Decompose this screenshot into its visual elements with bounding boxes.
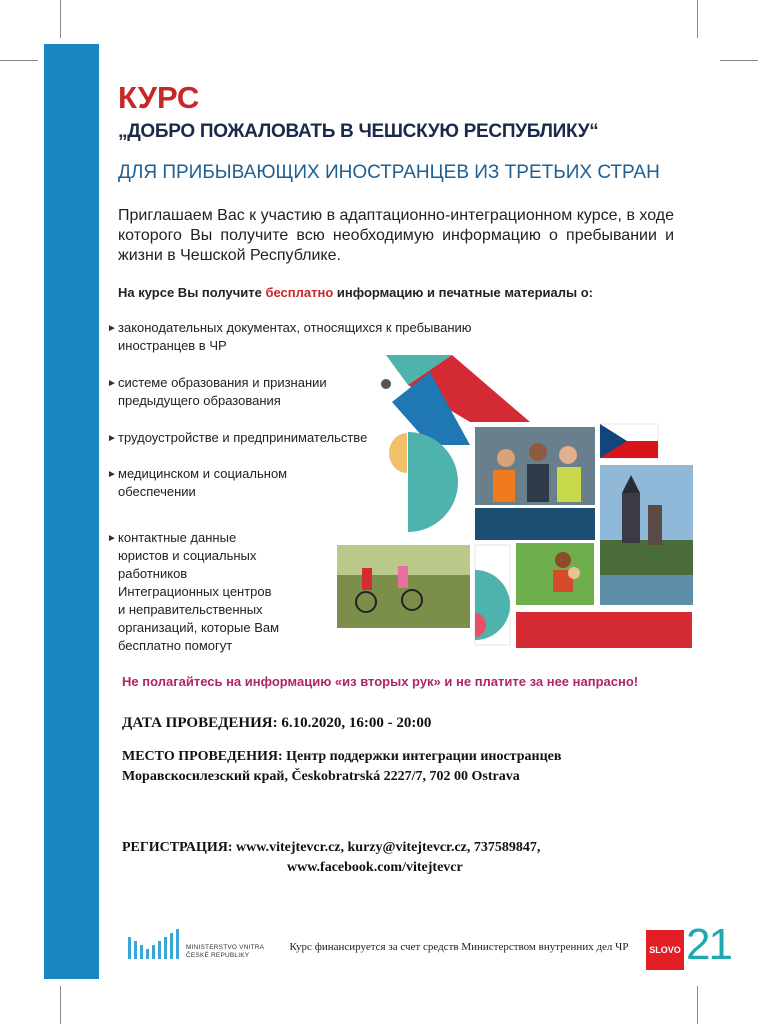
photo-detail: [568, 567, 580, 579]
ministry-line-2: ČESKÉ REPUBLIKY: [186, 952, 250, 959]
photo-detail: [648, 505, 662, 545]
warning-notice: Не полагайтесь на информацию «из вторых рук» и не платите за нее напрасно!: [122, 674, 639, 689]
lead-free-highlight: бесплатно: [265, 285, 334, 300]
lead-after: информацию и печатные материалы о:: [333, 285, 594, 300]
funding-note: Курс финансируется за счет средств Министерством внутренних дел ЧР: [289, 941, 629, 953]
photo-detail: [559, 446, 577, 464]
lead-before: На курсе Вы получите: [118, 285, 266, 300]
dark-dot-shape: [381, 379, 391, 389]
audience-subtitle: ДЛЯ ПРИБЫВАЮЩИХ ИНОСТРАНЦЕВ ИЗ ТРЕТЬИХ СТРАН: [118, 162, 660, 183]
photo-detail: [622, 493, 640, 543]
registration-info: [122, 838, 540, 878]
photo-detail: [529, 443, 547, 461]
topic-text: законодательных документах, относящихся к пребыванию иностранцев в ЧР: [118, 320, 472, 353]
slovo21-number: 21: [686, 920, 731, 969]
photo-detail: [493, 470, 515, 502]
topic-text: контактные данные юристов и социальных работников Интеграционных центров и неправительственных организаций, которые Вам бесплатно помогут: [118, 530, 280, 653]
slovo21-logo: SLOVO: [646, 930, 684, 970]
intro-paragraph: Приглашаем Вас к участию в адаптационно-интеграционном курсе, в ходе которого Вы получите всю необходимую информацию о пребывании и жизни в Чешской Республике.: [118, 207, 674, 264]
event-date: ДАТА ПРОВЕДЕНИЯ: 6.10.2020, 16:00 - 20:00: [122, 715, 432, 731]
event-place: [122, 747, 561, 787]
bullet-arrow-icon: ►: [107, 469, 117, 480]
photo-detail: [557, 467, 581, 502]
registration-line-2: www.facebook.com/vitejtevcr: [287, 860, 463, 875]
photo-detail: [527, 464, 549, 502]
topic-text: медицинском и социальном обеспечении: [118, 466, 288, 499]
teal-half-circle-shape: [408, 432, 458, 532]
ministry-logo-icon: [128, 927, 182, 965]
topic-text: трудоустройстве и предпринимательстве: [118, 430, 368, 445]
ministry-line-1: MINISTERSTVO VNITRA: [186, 944, 265, 951]
bullet-arrow-icon: ►: [107, 533, 117, 544]
bullet-arrow-icon: ►: [107, 378, 117, 389]
bullet-arrow-icon: ►: [107, 433, 117, 444]
page-title: КУРС: [118, 80, 200, 115]
red-block-shape: [516, 612, 692, 648]
topic-text: системе образования и признании предыдущего образования: [118, 375, 327, 408]
registration-line-1: РЕГИСТРАЦИЯ: www.vitejtevcr.cz, kurzy@vitejtevcr.cz, 737589847,: [122, 840, 541, 855]
photo-detail: [398, 566, 408, 588]
ministry-logo-text: [186, 944, 264, 960]
photo-detail: [362, 568, 372, 590]
yellow-half-circle-shape: [389, 433, 407, 473]
navy-block-shape: [475, 508, 595, 540]
place-line-2: Моравскосилезский край, Českobratrská 2227/7, 702 00 Ostrava: [122, 769, 520, 784]
bullet-arrow-icon: ►: [107, 323, 117, 334]
photo-detail: [555, 552, 571, 568]
course-name: „ДОБРО ПОЖАЛОВАТЬ В ЧЕШСКУЮ РЕСПУБЛИКУ“: [118, 121, 599, 142]
photo-detail: [600, 575, 693, 605]
place-line-1: МЕСТО ПРОВЕДЕНИЯ: Центр поддержки интеграции иностранцев: [122, 749, 562, 764]
photo-detail: [497, 449, 515, 467]
